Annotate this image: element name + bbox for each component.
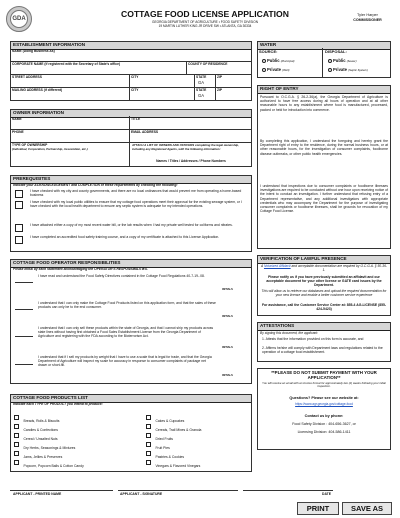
verification-p1 (260, 264, 388, 272)
verification-p3: This will allow us to retrieve our databases and upload the required documentation for your new license and enable a better customer service experience (261, 289, 387, 298)
prereq-intro: Indicate your ACKNOWLEDGEMENT and COMPLETION of these requirements by checking the following: (13, 183, 178, 187)
responsibilities-header: COTTAGE FOOD OPERATOR RESPONSIBILITIES (11, 260, 251, 268)
product-label: Cakes & Cupcakes (155, 419, 185, 423)
disposal-private-text: Private (333, 67, 347, 72)
product-label: Pastries & Cookies (155, 455, 185, 459)
attestations-intro: By signing this document, the applicant: (260, 331, 319, 335)
verification-p4: For assistance, call the Customer Service Center at: 855-4 AG-LICENSE (855-424-5423) (261, 303, 387, 312)
prereq-item-3: I have attached either a copy of my most recent water bill, or the lab results when I had my private well tested for coliforms and nitrates. (30, 223, 233, 227)
logo-text: GDA (12, 16, 26, 22)
prereq-item-1: I have checked with my city and county governments, and there are no local ordinances that would prevent me from operating a home-based business (30, 189, 242, 198)
products-intro: Indicate each TYPE OF PRODUCT you intend to produce: (13, 402, 103, 406)
verification-header: VERIFICATION OF LAWFUL PRESENCE (258, 256, 390, 264)
mailing-input[interactable] (11, 92, 128, 100)
zip2-input[interactable] (216, 92, 251, 100)
product-item[interactable] (146, 454, 200, 472)
zip2-label: ZIP (217, 88, 223, 92)
responsibility-item-1: I have read and understand the Food Safety Directives contained in the Cottage Food Regulations 40-7-19-.08. (38, 274, 205, 278)
prereq-item-2: I have checked with my local public utilities to ensure that my cottage food operations meet their approval for the existing sewage system, or I have checked with the local health department to ensure any septic system is adequate for my intended operations. (30, 200, 242, 209)
establishment-header: ESTABLISHMENT INFORMATION (11, 42, 251, 50)
county-label: COUNTY OF RESIDENCE (188, 62, 228, 66)
zip-label: ZIP (217, 75, 223, 79)
products-header: COTTAGE FOOD PRODUCTS LIST (11, 395, 251, 403)
notice-line2: You will receive an email with an invoice format for approximately two (2) weeks following your initial inspection. (262, 381, 386, 389)
prereq-checkbox-3[interactable] (15, 224, 23, 232)
disposal-public-sub: (Sewer) (346, 59, 357, 63)
state2-label: STATE (196, 88, 207, 92)
initials-label-2: INITIALS (222, 315, 233, 318)
state-label: STATE (196, 75, 207, 79)
product-label: Dried Fruits (155, 437, 173, 441)
city-label: CITY (131, 75, 139, 79)
street-input[interactable] (11, 79, 128, 87)
product-label: Candies & Confections (23, 428, 58, 432)
print-button[interactable]: PRINT (297, 502, 339, 515)
right-of-entry-p1: Pursuant to O.C.G.A. § 26-2-36(a), the Georgia Department of Agriculture is authorized to have free access during all hours of operation and at all other reasonable hours to any establishment where food is manufactured, processed, packed or held for introduction into commerce. (260, 95, 388, 112)
ownership-type-sub: (Individual, Corporation, Partnership, Association, etc.) (12, 147, 88, 151)
corporate-label: CORPORATE NAME (if registered with the Secretary of State's office) (12, 62, 121, 66)
dept-address: 19 MARTIN LUTHER KING JR DRIVE SW • ATLANTA, GA 30334 (158, 24, 252, 28)
signature-label: APPLICANT - SIGNATURE (120, 492, 163, 496)
email-label: EMAIL ADDRESS (131, 130, 159, 134)
product-label: Dry Herbs, Seasonings & Mixtures (23, 446, 76, 450)
owner-header: OWNER INFORMATION (11, 110, 251, 118)
disposal-public-text: Public (333, 58, 346, 63)
initials-label-4: INITIALS (222, 374, 233, 377)
state-input[interactable]: GA (198, 80, 205, 85)
disposal-private-sub: (Septic System) (348, 68, 368, 72)
verification-p1-pre: A (260, 264, 264, 268)
responsibility-item-2: I understand that I can only make the Cottage Food Products listed on this application form, and that the sales of these products can only be to the end consumer. (38, 301, 216, 310)
email-input[interactable] (130, 134, 251, 142)
attestations-header: ATTESTATIONS (258, 323, 390, 331)
corporate-input[interactable] (11, 66, 185, 74)
licensing-phone: Licensing Division: 404-586-1411 (297, 430, 351, 434)
mailing-label: MAILING ADDRESS (if different) (12, 88, 63, 92)
county-input[interactable] (187, 66, 251, 74)
commissioner-title: COMMISSIONER (353, 18, 382, 22)
city2-input[interactable] (130, 92, 193, 100)
disposal-label: DISPOSAL: (325, 49, 347, 54)
prereq-header: PREREQUISITES (11, 176, 251, 184)
owner-title-label: TITLE (131, 117, 141, 121)
source-private-text: Private (267, 67, 281, 72)
product-item[interactable] (14, 454, 84, 472)
phone-label: PHONE (12, 130, 24, 134)
responsibilities-intro: Please initial by each statement acknowledging the OPERATOR'S RESPONSIBILITIES. (13, 267, 148, 271)
verification-p1-post: and acceptable documentation are required by O.C.G.A. § 50-36-1. (290, 264, 388, 273)
form-title: COTTAGE FOOD LICENSE APPLICATION (121, 9, 289, 19)
fsd-phone: Food Safety Division : 404-656-3627, or (292, 422, 356, 426)
printed-name-label: APPLICANT - PRINTED NAME (13, 492, 62, 496)
attestation-item-1: 1. Attests that the information provided on this form is accurate, and (262, 337, 364, 341)
notice-line1: **PLEASE DO NOT SUBMIT PAYMENT WITH YOUR APPLICATION** (271, 370, 377, 380)
responsibility-item-4: I understand that if I sell my products by weight that I have to use a scale that is legal for trade, and that the Georgia Department of Agriculture will inspect my scale for accuracy in response to consumer complaints of package net drawn or short-fill. (38, 355, 212, 368)
prereq-checkbox-4[interactable] (15, 236, 23, 244)
attestation-item-2: 2. Affirms he/she will comply with Department laws and regulations related to the operation of a cottage food establishment. (262, 346, 383, 355)
attach-owners-note: ATTACH A LIST OF OWNERS AND OFFICERS completing the legal ownership, including any Registered Agents, with the following information: (132, 143, 240, 151)
notice-contact-title: Contact us by phone: (304, 414, 344, 418)
ownership-type-label: TYPE OF OWNERSHIP (12, 143, 48, 147)
dba-input[interactable] (11, 53, 251, 61)
ownership-type-input[interactable] (11, 152, 128, 166)
verification-p2: Please notify us if you have previously submitted an affidavit and our acceptable document for your other license or GATE card issues by the Department. (266, 275, 382, 288)
initials-field-3[interactable] (15, 336, 33, 337)
initials-label-3: INITIALS (222, 346, 233, 349)
divider (322, 48, 323, 78)
water-header: WATER (258, 42, 390, 50)
radio-icon[interactable] (328, 68, 332, 72)
source-private-sub: (Well) (282, 68, 290, 72)
prereq-checkbox-1[interactable] (15, 190, 23, 198)
product-checkbox[interactable] (146, 460, 151, 465)
right-of-entry-header: RIGHT OF ENTRY (258, 86, 390, 94)
affidavit-link[interactable]: Notarized Affidavit (263, 264, 291, 268)
product-label: Jams, Jellies & Preserves (23, 455, 63, 459)
zip-input[interactable] (216, 79, 251, 87)
responsibility-item-3: I understand that I can only sell these products within the state of Georgia, and that I cannot ship my products across state lines without having first obtained a Food Sales Establishment License from the Georgia Department of Agriculture and registering with the FDA according to the Bioterrorism Act. (38, 326, 214, 339)
owner-name-label: NAME (12, 117, 22, 121)
product-label: Cereals, Trail Mixes & Granola (155, 428, 202, 432)
city-input[interactable] (130, 79, 193, 87)
signature-line[interactable] (118, 490, 238, 491)
dba-label: NAME (Doing Business As) (12, 49, 55, 53)
phone-input[interactable] (11, 134, 128, 142)
disposal-public-option[interactable] (328, 58, 357, 63)
product-checkbox[interactable] (14, 460, 19, 465)
website-link[interactable]: https://www.agr.georgia.gov/cottage-food (295, 402, 353, 406)
initials-field-1[interactable] (15, 282, 33, 283)
radio-icon[interactable] (262, 59, 266, 63)
disposal-private-option[interactable] (328, 67, 368, 72)
date-label: DATE (322, 492, 331, 496)
product-label: Vinegars & Flavored Vinegars (155, 464, 201, 468)
right-of-entry-p3: I understand that inspections due to consumer complaints or foodborne illnesses investigations are required to be conducted without one hour upon receiving notice of the intent to conduct an investigation. I further understand that refusing entry of a Department representative, and any additional investigators with appropriate credentials who may accompany the Department for the purpose of investigating consumer complaints or foodborne illnesses, shall be grounds for revocation of my Cottage Food License. (260, 184, 388, 214)
initials-field-4[interactable] (15, 364, 33, 365)
date-line[interactable] (243, 490, 333, 491)
radio-icon[interactable] (262, 68, 266, 72)
source-label: SOURCE: (259, 49, 278, 54)
source-public-option[interactable] (262, 58, 294, 63)
source-public-text: Public (267, 58, 280, 63)
attestations-section (257, 322, 391, 362)
initials-label-1: INITIALS (222, 288, 233, 291)
city2-label: CITY (131, 88, 139, 92)
owner-title-input[interactable] (130, 121, 251, 129)
dept-line: GEORGIA DEPARTMENT OF AGRICULTURE • FOOD SAFETY DIVISION (151, 20, 259, 24)
prereq-checkbox-2[interactable] (15, 201, 23, 209)
product-label: Fruit Pies (155, 446, 170, 450)
product-label: Cereal / Unsalted Nuts (23, 437, 58, 441)
street-label: STREET ADDRESS (12, 75, 42, 79)
right-of-entry-p2: By completing this application, I understand the foregoing and hereby grant the Department right of entry to the residence, during the normal business hours, or at other reasonable hours, for the investigation of consumer complaints, foodborne disease outbreaks, or other public health emergencies. (260, 139, 388, 156)
notice-questions: Questions? Please see our website at: (289, 396, 359, 400)
owner-name-input[interactable] (11, 121, 128, 129)
source-private-option[interactable] (262, 67, 289, 72)
save-as-button[interactable]: SAVE AS (342, 502, 392, 515)
prereq-item-4: I have completed an accredited food safety training course, and a copy of my certificate is attached to this License Application. (30, 235, 220, 239)
commissioner-name: Tyler Harper (357, 13, 378, 17)
state2-input[interactable]: GA (198, 93, 205, 98)
radio-icon[interactable] (328, 59, 332, 63)
printed-name-line[interactable] (10, 490, 113, 491)
attach-owners-fields: Names / Titles / Addresses / Phone Numbers (156, 159, 226, 163)
product-label: Breads, Rolls & Biscuits (23, 419, 60, 423)
product-label: Popcorn, Popcorn Balls & Cotton Candy (23, 464, 84, 468)
initials-field-2[interactable] (15, 309, 33, 310)
source-public-sub: (Municipal) (280, 59, 295, 63)
agency-logo (6, 6, 32, 32)
